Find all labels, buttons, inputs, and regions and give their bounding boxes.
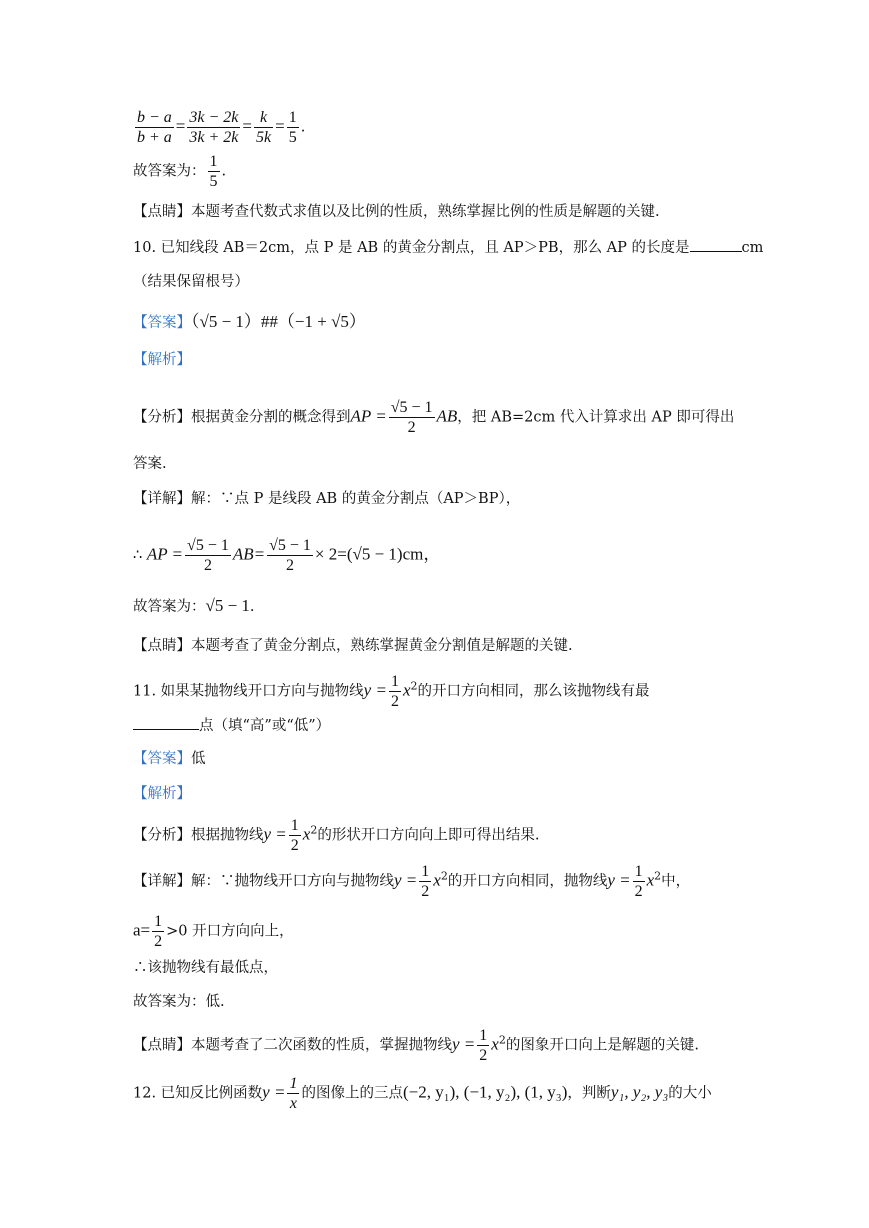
q11-final: 故答案为：低.: [133, 994, 225, 1010]
fraction: $\frac{1}{5}$: [209, 153, 218, 190]
q9-answer-line: 故答案为： $\frac{1}{5}$ .: [133, 153, 227, 190]
q11-analysis: 【分析】根据抛物线y = $\frac{1}{2}$ $x^2$的形状开口方向向上即可得出结果.: [133, 817, 540, 854]
fraction: $\frac{√5 - 1}{2}$: [269, 537, 311, 574]
q10-jiexi-tag: 【解析】: [133, 352, 191, 368]
q11-detail: 【详解】解：∵抛物线开口方向与抛物线y = $\frac{1}{2}$ $x^2$的开口方向相同，抛物线y = $\frac{1}{2}$ $x^2$中，: [133, 863, 691, 900]
fraction: $\frac{b - a}{b + a}$: [137, 109, 172, 146]
q10-detail: 【详解】解：∵点 P 是线段 AB 的黄金分割点（AP＞BP），: [133, 491, 521, 507]
q10-analysis: 【分析】根据黄金分割的概念得到AP = $\frac{√5 - 1}{2}$ AB，把 AB=2cm 代入计算求出 AP 即可得出: [133, 399, 735, 436]
q11-stem: 11. 如果某抛物线开口方向与抛物线y = $\frac{1}{2}$ $x^2$的开口方向相同，那么该抛物线有最: [133, 673, 650, 710]
q10-detail-formula: ∴ AP = $\frac{√5 - 1}{2}$ AB= $\frac{√5 - 1}{2}$ × 2=(√5 − 1)cm，: [133, 537, 441, 574]
q10-comment: 【点睛】本题考查了黄金分割点，熟练掌握黄金分割值是解题的关键.: [133, 638, 573, 654]
q10-analysis-line2: 答案.: [133, 456, 167, 472]
q11-stem-line2: 点（填“高”或“低”）: [133, 716, 330, 736]
fraction: $\frac{√5 - 1}{2}$: [187, 537, 229, 574]
fraction: $\frac{1}{2}$: [390, 673, 399, 710]
q11-therefore: ∴该抛物线有最低点，: [133, 960, 278, 976]
q11-a-value: a= $\frac{1}{2}$ >0 开口方向向上，: [133, 913, 294, 950]
q10-final: 故答案为：√5 − 1.: [133, 596, 255, 615]
answer-blank: [133, 729, 199, 730]
fraction: $\frac{1}{x}$: [289, 1075, 298, 1112]
fraction: $\frac{√5 - 1}{2}$: [390, 399, 433, 436]
fraction: $\frac{1}{2}$: [634, 863, 643, 900]
answer-blank: [690, 251, 742, 252]
fraction: $\frac{k}{5k}$: [255, 109, 272, 146]
fraction: $\frac{1}{2}$: [290, 817, 299, 854]
fraction: $\frac{1}{5}$: [288, 109, 297, 146]
q10-stem-line2: （结果保留根号）: [133, 274, 249, 290]
fraction: $\frac{1}{2}$: [154, 913, 163, 950]
fraction: $\frac{1}{2}$: [479, 1027, 488, 1064]
q10-stem: 10. 已知线段 AB＝2cm，点 P 是 AB 的黄金分割点，且 AP＞PB，那么 AP 的长度是 cm: [133, 240, 764, 256]
q11-answer: 【答案】低: [133, 751, 206, 767]
fraction: $\frac{3k - 2k}{3k + 2k}$: [189, 109, 239, 146]
q10-answer: 【答案】（√5 − 1）##（−1 + √5）: [133, 312, 366, 331]
q9-comment: 【点睛】本题考查代数式求值以及比例的性质，熟练掌握比例的性质是解题的关键.: [133, 204, 660, 220]
q11-jiexi-tag: 【解析】: [133, 786, 191, 802]
q11-comment: 【点睛】本题考查了二次函数的性质，掌握抛物线y = $\frac{1}{2}$ $x^2$的图象开口向上是解题的关键.: [133, 1027, 699, 1064]
q12-stem: 12. 已知反比例函数y = $\frac{1}{x}$ 的图像上的三点(−2, y₁), (−1, y₂), (1, y₃)，判断y₁, y₂, y₃的大小: [133, 1075, 712, 1112]
fraction: $\frac{1}{2}$: [421, 863, 430, 900]
q9-fraction-chain: $\frac{b - a}{b + a}$ = $\frac{3k - 2k}{3k + 2k}$ = $\frac{k}{5k}$ = $\frac{1}{5}$ .: [137, 109, 306, 146]
